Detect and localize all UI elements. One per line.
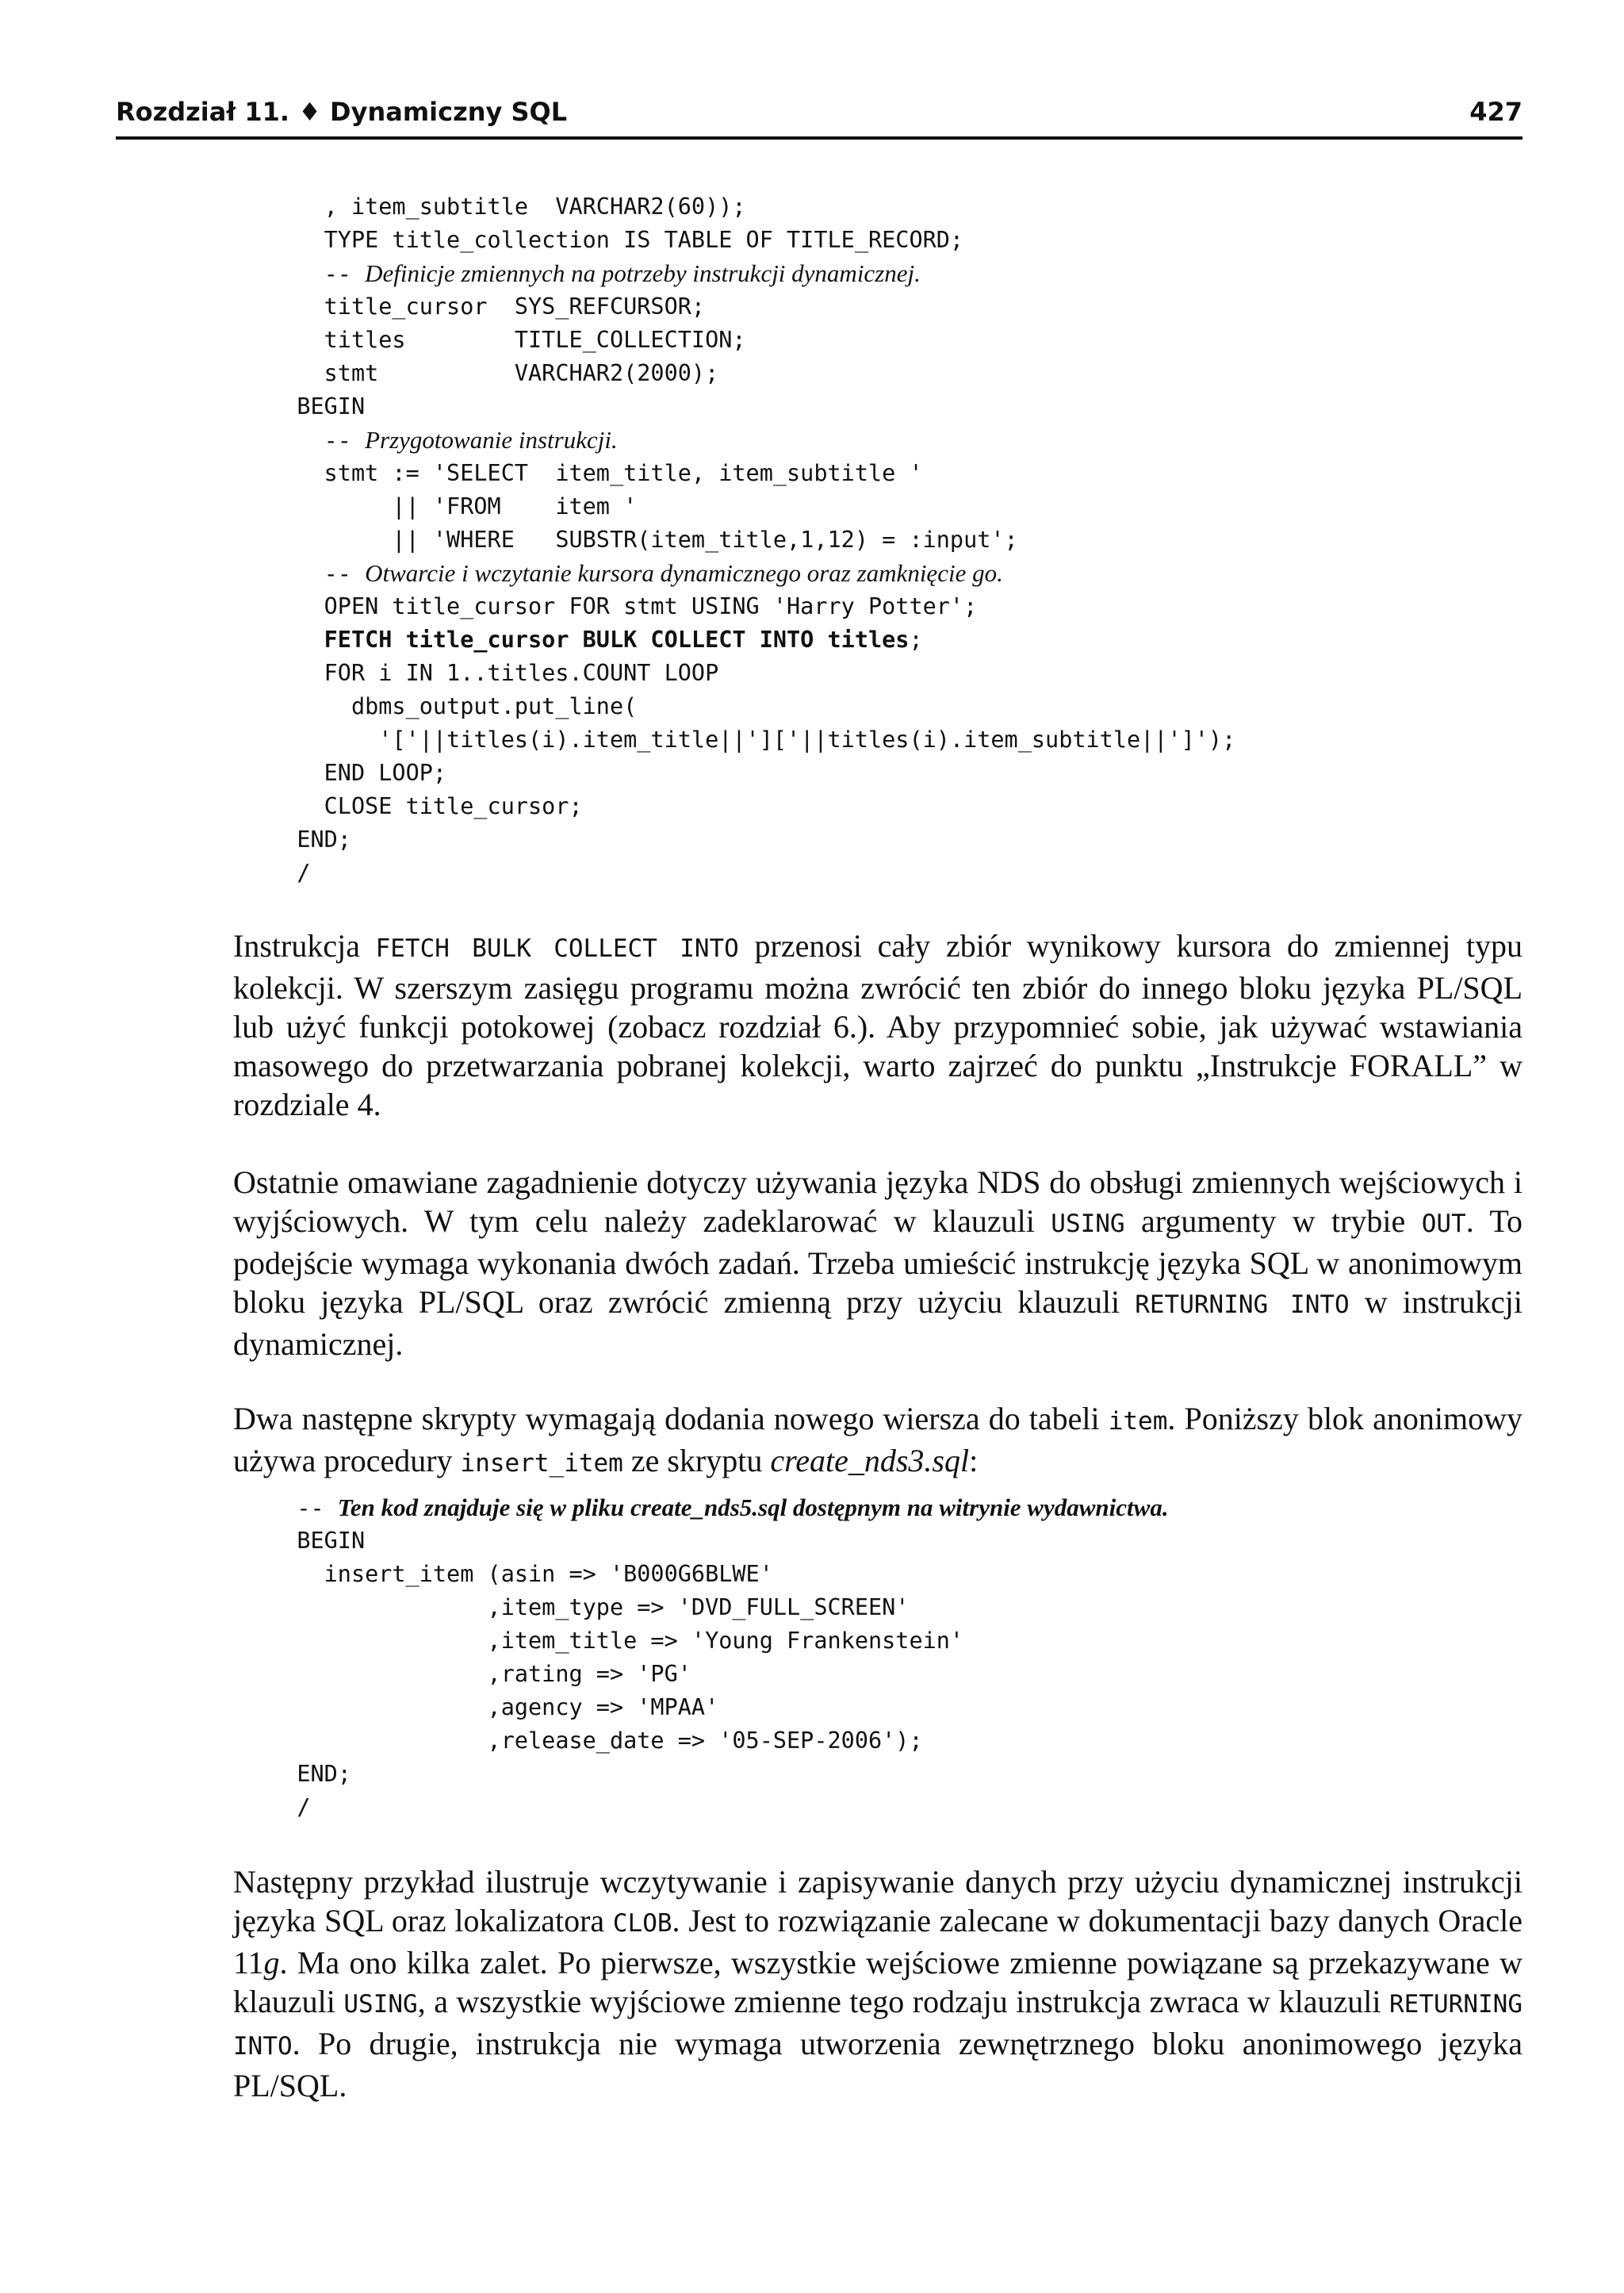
code-listing-2 [270,1491,1169,1824]
italic-text: g [263,1945,280,1980]
code-line: -- Definicje zmiennych na potrzeby instrukcji dynamicznej. [270,259,921,287]
code-line: -- Ten kod znajduje się w pliku create_nds5.sql dostępnym na witrynie wydawnictwa. [270,1494,1169,1521]
inline-code: OUT [1421,1210,1466,1238]
inline-code: RETURNING INTO [1135,1290,1350,1319]
code-line: OPEN title_cursor FOR stmt USING 'Harry Potter'; [270,593,978,619]
code-comment: Przygotowanie instrukcji. [365,426,618,454]
code-line: ,rating => 'PG' [270,1661,691,1687]
chapter-title: Rozdział 11. ♦ Dynamiczny SQL [116,97,568,127]
italic-text: create_nds3.sql [770,1443,970,1478]
code-highlight: FETCH title_cursor BULK COLLECT INTO titles [270,627,910,653]
code-line: , item_subtitle VARCHAR2(60)); [270,194,746,220]
inline-code: RETURNING INTO [233,1990,1522,2061]
code-comment: Otwarcie i wczytanie kursora dynamicznego oraz zamknięcie go. [365,559,1003,587]
code-line: FOR i IN 1..titles.COUNT LOOP [270,660,719,686]
code-line: stmt := 'SELECT item_title, item_subtitle ' [270,460,923,486]
inline-code: insert_item [460,1449,623,1478]
page-number: 427 [1469,97,1522,127]
inline-code: CLOB [612,1909,672,1938]
code-line: ,agency => 'MPAA' [270,1694,719,1720]
code-line: stmt VARCHAR2(2000); [270,360,719,386]
code-line: ,item_type => 'DVD_FULL_SCREEN' [270,1594,910,1620]
inline-code: FETCH BULK COLLECT INTO [375,934,739,963]
code-line: insert_item (asin => 'B000G6BLWE' [270,1561,773,1587]
code-line: title_cursor SYS_REFCURSOR; [270,293,706,320]
inline-code: USING [343,1990,418,2019]
code-line: END; [270,826,351,853]
running-header [116,89,1522,140]
code-line: / [270,860,311,886]
code-line: ,release_date => '05-SEP-2006'); [270,1727,923,1754]
paragraph-3: Dwa następne skrypty wymagają dodania nowego wiersza do tabeli item. Poniższy blok anonimowy używa procedury insert_item ze skryptu create_nds3.sql: [233,1401,1522,1478]
code-line: || 'WHERE SUBSTR(item_title,1,12) = :input'; [270,527,1018,553]
paragraph-4: Następny przykład ilustruje wczytywanie i zapisywanie danych przy użyciu dynamicznej instrukcji języka SQL oraz lokalizatora CLOB. Jest to rozwiązanie zalecane w dokumentacji bazy danych Oracle 11g. Ma ono kilka zalet. Po pierwsze, wszystkie wejściowe zmienne powiązane są przekazywane w klauzuli USING, a wszystkie wyjściowe zmienne tego rodzaju instrukcja zwraca w klauzuli RETURNING INTO. Po drugie, instrukcja nie wymaga utworzenia zewnętrznego bloku anonimowego języka PL/SQL. [233,1864,1523,2103]
code-line: -- Otwarcie i wczytanie kursora dynamicznego oraz zamknięcie go. [270,559,1003,587]
code-comment: Definicje zmiennych na potrzeby instrukcji dynamicznej. [365,259,921,287]
code-line: END LOOP; [270,760,447,786]
code-line: '['||titles(i).item_title||']['||titles(i).item_subtitle||']'); [270,727,1236,753]
paragraph-1: Instrukcja FETCH BULK COLLECT INTO przenosi cały zbiór wynikowy kursora do zmiennej typu kolekcji. W szerszym zasięgu programu można zwrócić ten zbiór do innego bloku języka PL/SQL lub użyć funkcji potokowej (zobacz rozdział 6.). Aby przypomnieć sobie, jak używać wstawiania masowego do przetwarzania pobranej kolekcji, warto zajrzeć do punktu „Instrukcje FORALL” w rozdziale 4. [233,928,1522,1122]
code-line: FETCH title_cursor BULK COLLECT INTO titles; [270,627,923,653]
code-line: TYPE title_collection IS TABLE OF TITLE_RECORD; [270,227,964,253]
code-line: BEGIN [270,393,366,420]
code-line: / [270,1794,311,1820]
code-line: titles TITLE_COLLECTION; [270,327,746,353]
code-line: CLOSE title_cursor; [270,793,583,819]
code-listing-1 [270,190,1235,890]
code-line: -- Przygotowanie instrukcji. [270,426,618,454]
paragraph-2: Ostatnie omawiane zagadnienie dotyczy używania języka NDS do obsługi zmiennych wejściowych i wyjściowych. W tym celu należy zadeklarować w klauzuli USING argumenty w trybie OUT. To podejście wymaga wykonania dwóch zadań. Trzeba umieścić instrukcję języka SQL w anonimowym bloku języka PL/SQL oraz zwrócić zmienną przy użyciu klauzuli RETURNING INTO w instrukcji dynamicznej. [233,1164,1522,1362]
code-line: dbms_output.put_line( [270,693,638,719]
code-line: END; [270,1761,351,1787]
code-line: || 'FROM item ' [270,493,638,520]
inline-code: USING [1051,1210,1125,1238]
inline-code: item [1108,1407,1168,1436]
code-line: ,item_title => 'Young Frankenstein' [270,1628,964,1654]
code-comment: Ten kod znajduje się w pliku create_nds5.sql dostępnym na witrynie wydawnictwa. [337,1494,1169,1521]
code-line: BEGIN [270,1528,366,1554]
